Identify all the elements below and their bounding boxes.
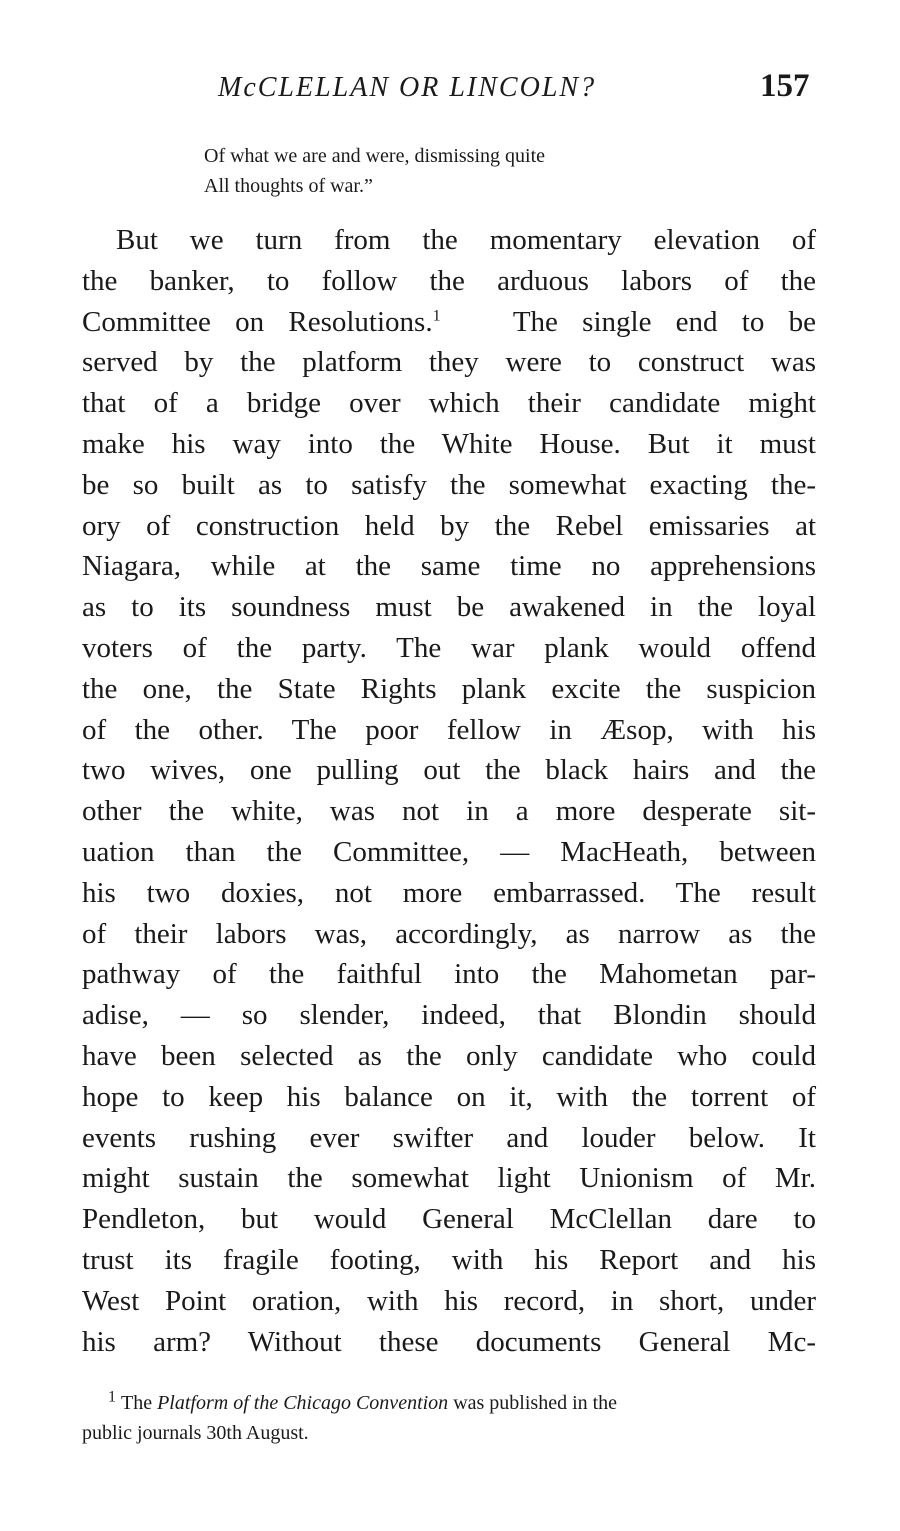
footnote-reference: 1 (432, 306, 441, 324)
text-line: of their labors was, accordingly, as narrow as the (82, 917, 816, 950)
text-line: make his way into the White House. But it must (82, 427, 816, 460)
text-line: of the other. The poor fellow in Æsop, with his (82, 713, 816, 746)
running-head (0, 68, 900, 112)
footnote-line (82, 1388, 822, 1418)
text-line: hope to keep his balance on it, with the torrent of (82, 1080, 816, 1113)
footnote-marker: 1 (108, 1388, 116, 1406)
text-line: the banker, to follow the arduous labors of the (82, 264, 816, 297)
text-line: West Point oration, with his record, in short, under (82, 1284, 816, 1317)
footnote (82, 1388, 822, 1448)
verse-line: Of what we are and were, dismissing quite (204, 145, 546, 167)
text-line: might sustain the somewhat light Unionism of Mr. (82, 1162, 816, 1195)
text-line: Pendleton, but would General McClellan dare to (82, 1203, 816, 1236)
footnote-text: was published in the (448, 1392, 618, 1414)
text-line: served by the platform they were to construct was (82, 346, 816, 379)
running-title: McCLELLAN OR LINCOLN? (218, 72, 597, 103)
verse-quotation (204, 141, 724, 201)
text-line: the one, the State Rights plank excite the suspicion (82, 672, 816, 705)
text-line: as to its soundness must be awakened in the loyal (82, 591, 816, 624)
text-line: trust its fragile footing, with his Report and his (82, 1243, 816, 1276)
text-fragment: The single end to be (512, 305, 816, 338)
text-line: pathway of the faithful into the Mahometan par- (82, 958, 816, 991)
text-line: that of a bridge over which their candidate might (82, 387, 816, 420)
text-line: Niagara, while at the same time no apprehensions (82, 550, 816, 583)
text-line: adise, — so slender, indeed, that Blondin should (82, 999, 816, 1032)
text-line (82, 302, 816, 343)
text-line: ory of construction held by the Rebel emissaries at (82, 509, 816, 542)
footnote-title: Platform of the Chicago Convention (157, 1392, 449, 1414)
footnote-line: public journals 30th August. (82, 1422, 309, 1444)
text-line: be so built as to satisfy the somewhat exacting the- (82, 468, 816, 501)
page-number: 157 (760, 68, 810, 104)
footnote-text: The (121, 1392, 158, 1414)
text-line: uation than the Committee, — MacHeath, between (82, 835, 816, 868)
body-paragraph (82, 220, 816, 1362)
text-line: events rushing ever swifter and louder below. It (82, 1121, 816, 1154)
text-line: other the white, was not in a more desperate sit- (82, 795, 816, 828)
text-line: his arm? Without these documents General Mc- (82, 1325, 816, 1358)
text-line: have been selected as the only candidate who could (82, 1039, 816, 1072)
text-line: But we turn from the momentary elevation of (116, 224, 816, 256)
text-fragment: Committee on Resolutions. (82, 305, 433, 338)
text-line: voters of the party. The war plank would offend (82, 631, 816, 664)
verse-line: All thoughts of war.” (204, 175, 373, 197)
text-line: two wives, one pulling out the black hairs and the (82, 754, 816, 787)
text-line: his two doxies, not more embarrassed. The result (82, 876, 816, 909)
